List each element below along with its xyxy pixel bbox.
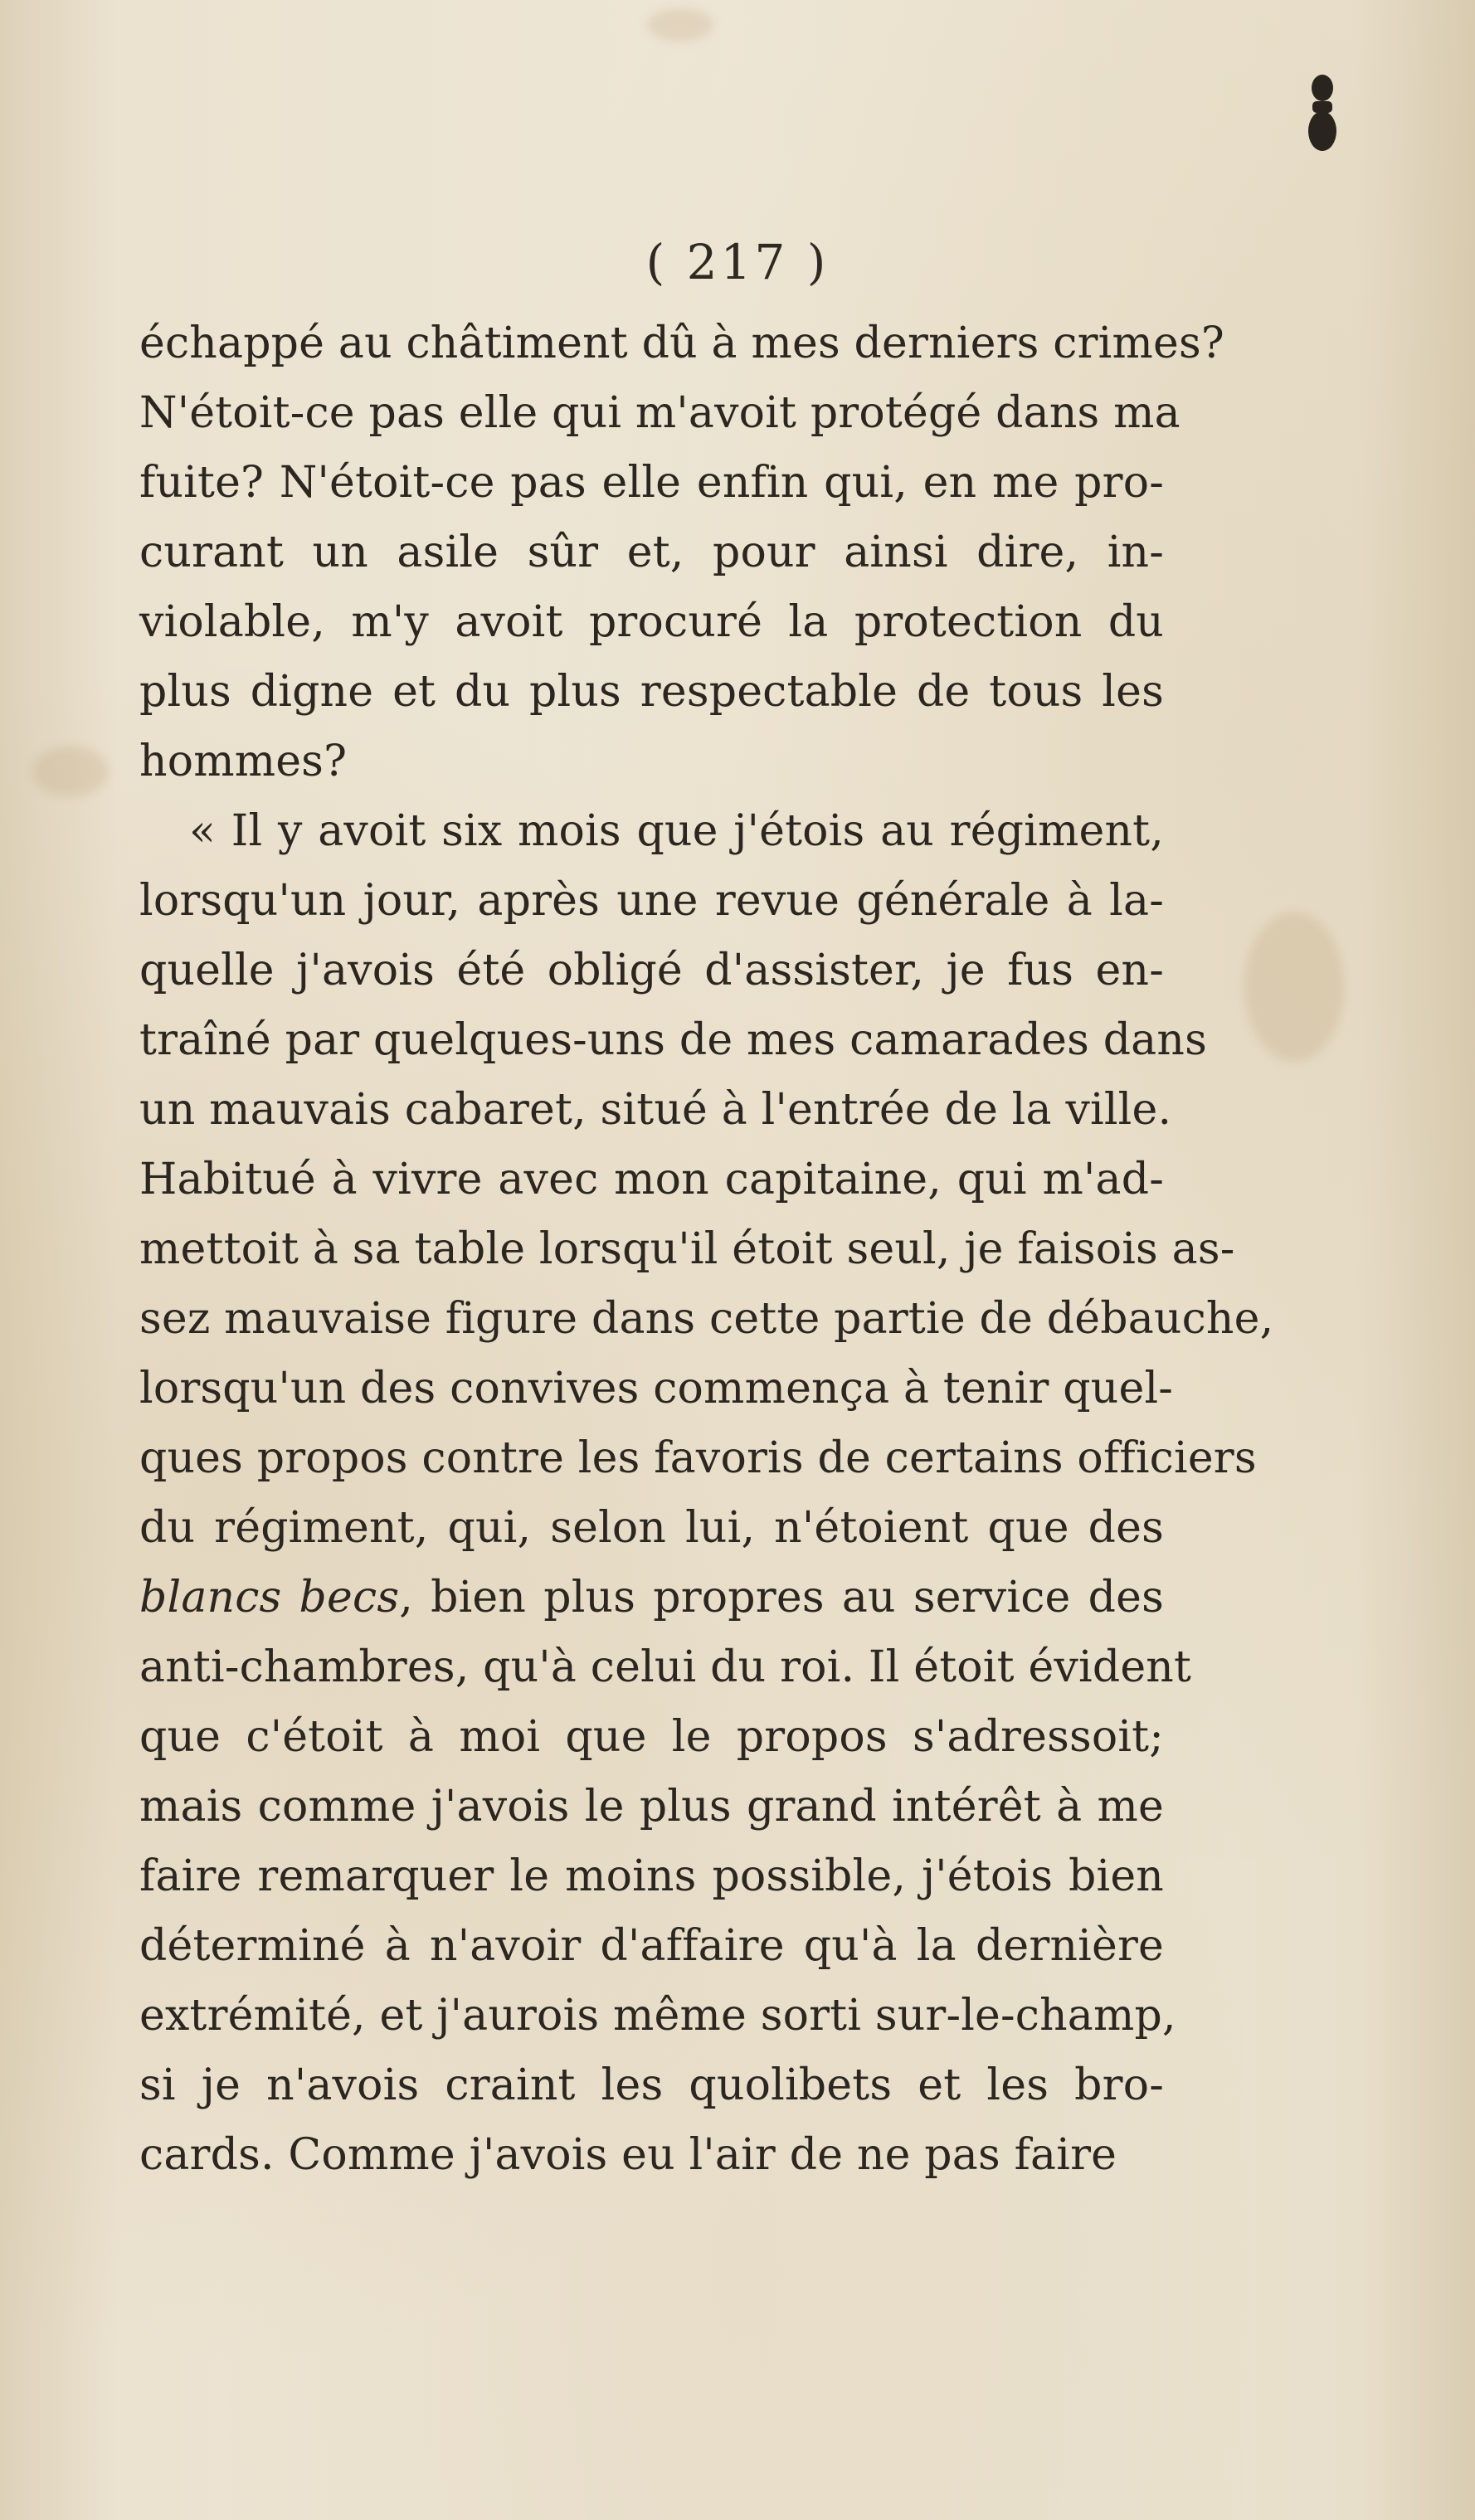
text-line: ques propos contre les favoris de certains officiers xyxy=(139,1433,1257,1483)
text-line: violable, m'y avoit procuré la protection du xyxy=(139,597,1164,647)
text-line: hommes? xyxy=(139,737,348,786)
text-line: Habitué à vivre avec mon capitaine, qui m'ad- xyxy=(139,1155,1164,1204)
text-line: traîné par quelques-uns de mes camarades dans xyxy=(139,1015,1207,1065)
text-fragment: , bien plus propres au service des xyxy=(399,1573,1164,1622)
text-line: fuite? N'étoit-ce pas elle enfin qui, en me pro- xyxy=(139,458,1164,508)
ink-blot-icon xyxy=(1304,65,1341,173)
text-line: que c'étoit à moi que le propos s'adressoit; xyxy=(139,1712,1164,1762)
text-line: si je n'avois craint les quolibets et les bro- xyxy=(139,2060,1164,2110)
text-line: mais comme j'avois le plus grand intérêt à me xyxy=(139,1782,1164,1832)
text-line: « Il y avoit six mois que j'étois au régiment, xyxy=(189,806,1164,856)
paper-stain xyxy=(33,747,108,796)
text-line: curant un asile sûr et, pour ainsi dire, in- xyxy=(139,528,1164,577)
text-line: déterminé à n'avoir d'affaire qu'à la dernière xyxy=(139,1921,1164,1971)
text-line: anti-chambres, qu'à celui du roi. Il étoit évident xyxy=(139,1642,1192,1692)
page-number: ( 217 ) xyxy=(645,234,830,290)
text-line: mettoit à sa table lorsqu'il étoit seul, je faisois as- xyxy=(139,1224,1235,1274)
paper-stain xyxy=(1244,912,1344,1062)
italic-phrase: blancs becs xyxy=(139,1573,400,1622)
text-line: cards. Comme j'avois eu l'air de ne pas faire xyxy=(139,2130,1117,2180)
text-line xyxy=(139,1563,1164,1632)
text-line: plus digne et du plus respectable de tous les xyxy=(139,667,1164,717)
text-line: extrémité, et j'aurois même sorti sur-le-champ, xyxy=(139,1991,1176,2041)
text-line: faire remarquer le moins possible, j'étois bien xyxy=(139,1851,1164,1901)
text-line: lorsqu'un des convives commença à tenir quel- xyxy=(139,1364,1174,1413)
body-text xyxy=(139,309,1274,2190)
text-line: quelle j'avois été obligé d'assister, je fus en- xyxy=(139,946,1164,995)
text-line: lorsqu'un jour, après une revue générale à la- xyxy=(139,876,1164,926)
text-line: du régiment, qui, selon lui, n'étoient que des xyxy=(139,1503,1164,1553)
text-line: un mauvais cabaret, situé à l'entrée de la ville. xyxy=(139,1085,1172,1135)
paper-stain xyxy=(647,8,713,41)
text-line: échappé au châtiment dû à mes derniers crimes? xyxy=(139,319,1224,368)
text-line: N'étoit-ce pas elle qui m'avoit protégé dans ma xyxy=(139,388,1180,438)
text-line: sez mauvaise figure dans cette partie de débauche, xyxy=(139,1294,1274,1344)
